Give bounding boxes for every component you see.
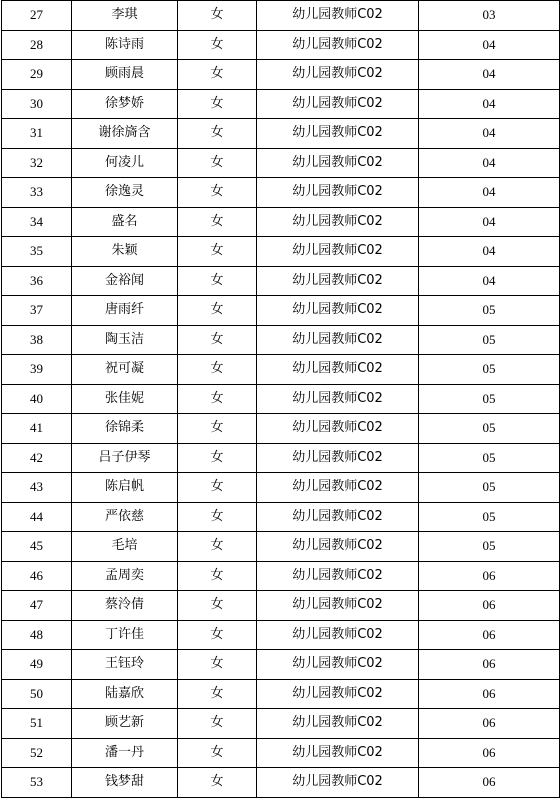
cell-name: 朱颖 xyxy=(72,237,178,267)
table-row xyxy=(2,178,560,208)
candidate-table-body xyxy=(2,1,560,798)
cell-group: 06 xyxy=(419,738,560,768)
cell-gender: 女 xyxy=(178,620,257,650)
table-row xyxy=(2,119,560,149)
cell-number: 40 xyxy=(2,384,72,414)
cell-gender: 女 xyxy=(178,738,257,768)
cell-name: 唐雨纤 xyxy=(72,296,178,326)
table-row xyxy=(2,473,560,503)
cell-gender: 女 xyxy=(178,768,257,798)
cell-position: 幼儿园教师C02 xyxy=(257,148,419,178)
cell-gender: 女 xyxy=(178,561,257,591)
cell-group: 06 xyxy=(419,650,560,680)
table-row xyxy=(2,738,560,768)
cell-gender: 女 xyxy=(178,30,257,60)
cell-group: 04 xyxy=(419,178,560,208)
cell-position: 幼儿园教师C02 xyxy=(257,443,419,473)
candidate-table xyxy=(1,0,560,798)
cell-group: 03 xyxy=(419,1,560,31)
cell-position: 幼儿园教师C02 xyxy=(257,473,419,503)
cell-group: 05 xyxy=(419,384,560,414)
cell-group: 05 xyxy=(419,443,560,473)
cell-number: 29 xyxy=(2,60,72,90)
table-row xyxy=(2,768,560,798)
cell-number: 47 xyxy=(2,591,72,621)
cell-number: 37 xyxy=(2,296,72,326)
cell-number: 46 xyxy=(2,561,72,591)
cell-number: 44 xyxy=(2,502,72,532)
cell-group: 04 xyxy=(419,266,560,296)
cell-name: 蔡泠倩 xyxy=(72,591,178,621)
cell-number: 49 xyxy=(2,650,72,680)
cell-position: 幼儿园教师C02 xyxy=(257,60,419,90)
cell-position: 幼儿园教师C02 xyxy=(257,709,419,739)
cell-number: 27 xyxy=(2,1,72,31)
cell-gender: 女 xyxy=(178,650,257,680)
cell-number: 39 xyxy=(2,355,72,385)
cell-group: 06 xyxy=(419,768,560,798)
table-row xyxy=(2,30,560,60)
table-row xyxy=(2,1,560,31)
cell-gender: 女 xyxy=(178,119,257,149)
cell-name: 何凌儿 xyxy=(72,148,178,178)
cell-number: 53 xyxy=(2,768,72,798)
cell-number: 51 xyxy=(2,709,72,739)
table-row xyxy=(2,561,560,591)
table-row xyxy=(2,620,560,650)
cell-gender: 女 xyxy=(178,178,257,208)
cell-position: 幼儿园教师C02 xyxy=(257,296,419,326)
cell-group: 05 xyxy=(419,473,560,503)
cell-position: 幼儿园教师C02 xyxy=(257,178,419,208)
cell-number: 50 xyxy=(2,679,72,709)
cell-group: 05 xyxy=(419,355,560,385)
cell-gender: 女 xyxy=(178,60,257,90)
cell-number: 32 xyxy=(2,148,72,178)
table-row xyxy=(2,89,560,119)
cell-name: 张佳妮 xyxy=(72,384,178,414)
cell-name: 吕子伊琴 xyxy=(72,443,178,473)
cell-gender: 女 xyxy=(178,709,257,739)
cell-name: 陈启帆 xyxy=(72,473,178,503)
cell-group: 04 xyxy=(419,148,560,178)
table-row xyxy=(2,207,560,237)
cell-gender: 女 xyxy=(178,532,257,562)
table-row xyxy=(2,502,560,532)
cell-position: 幼儿园教师C02 xyxy=(257,266,419,296)
cell-position: 幼儿园教师C02 xyxy=(257,207,419,237)
cell-number: 33 xyxy=(2,178,72,208)
table-row xyxy=(2,709,560,739)
cell-gender: 女 xyxy=(178,384,257,414)
cell-name: 陶玉洁 xyxy=(72,325,178,355)
cell-position: 幼儿园教师C02 xyxy=(257,620,419,650)
cell-name: 潘一丹 xyxy=(72,738,178,768)
cell-gender: 女 xyxy=(178,148,257,178)
cell-gender: 女 xyxy=(178,1,257,31)
cell-position: 幼儿园教师C02 xyxy=(257,650,419,680)
cell-group: 04 xyxy=(419,237,560,267)
cell-position: 幼儿园教师C02 xyxy=(257,119,419,149)
cell-name: 李琪 xyxy=(72,1,178,31)
cell-position: 幼儿园教师C02 xyxy=(257,679,419,709)
cell-position: 幼儿园教师C02 xyxy=(257,89,419,119)
table-row xyxy=(2,650,560,680)
cell-gender: 女 xyxy=(178,591,257,621)
cell-number: 43 xyxy=(2,473,72,503)
cell-name: 陈诗雨 xyxy=(72,30,178,60)
cell-name: 盛名 xyxy=(72,207,178,237)
cell-gender: 女 xyxy=(178,502,257,532)
cell-position: 幼儿园教师C02 xyxy=(257,738,419,768)
cell-group: 04 xyxy=(419,60,560,90)
cell-position: 幼儿园教师C02 xyxy=(257,1,419,31)
cell-number: 30 xyxy=(2,89,72,119)
cell-position: 幼儿园教师C02 xyxy=(257,502,419,532)
cell-group: 06 xyxy=(419,679,560,709)
cell-gender: 女 xyxy=(178,296,257,326)
cell-name: 祝可凝 xyxy=(72,355,178,385)
cell-group: 06 xyxy=(419,561,560,591)
cell-gender: 女 xyxy=(178,89,257,119)
cell-number: 42 xyxy=(2,443,72,473)
table-row xyxy=(2,296,560,326)
cell-name: 徐锦柔 xyxy=(72,414,178,444)
cell-position: 幼儿园教师C02 xyxy=(257,532,419,562)
table-row xyxy=(2,679,560,709)
cell-gender: 女 xyxy=(178,443,257,473)
cell-name: 徐梦娇 xyxy=(72,89,178,119)
table-row xyxy=(2,355,560,385)
cell-number: 35 xyxy=(2,237,72,267)
cell-name: 顾艺新 xyxy=(72,709,178,739)
table-row xyxy=(2,532,560,562)
table-row xyxy=(2,60,560,90)
cell-position: 幼儿园教师C02 xyxy=(257,355,419,385)
cell-position: 幼儿园教师C02 xyxy=(257,384,419,414)
cell-position: 幼儿园教师C02 xyxy=(257,561,419,591)
cell-number: 48 xyxy=(2,620,72,650)
cell-group: 06 xyxy=(419,620,560,650)
cell-gender: 女 xyxy=(178,237,257,267)
cell-number: 52 xyxy=(2,738,72,768)
table-row xyxy=(2,266,560,296)
cell-number: 28 xyxy=(2,30,72,60)
cell-gender: 女 xyxy=(178,325,257,355)
cell-name: 孟周奕 xyxy=(72,561,178,591)
cell-name: 王钰玲 xyxy=(72,650,178,680)
cell-number: 38 xyxy=(2,325,72,355)
table-row xyxy=(2,443,560,473)
cell-position: 幼儿园教师C02 xyxy=(257,237,419,267)
cell-name: 金裕闻 xyxy=(72,266,178,296)
table-row xyxy=(2,384,560,414)
cell-name: 顾雨晨 xyxy=(72,60,178,90)
cell-position: 幼儿园教师C02 xyxy=(257,591,419,621)
cell-number: 45 xyxy=(2,532,72,562)
table-row xyxy=(2,325,560,355)
cell-gender: 女 xyxy=(178,355,257,385)
cell-number: 31 xyxy=(2,119,72,149)
cell-name: 谢徐旖含 xyxy=(72,119,178,149)
cell-group: 04 xyxy=(419,30,560,60)
table-row xyxy=(2,237,560,267)
cell-group: 04 xyxy=(419,89,560,119)
cell-number: 34 xyxy=(2,207,72,237)
cell-group: 05 xyxy=(419,532,560,562)
cell-gender: 女 xyxy=(178,207,257,237)
cell-name: 钱梦甜 xyxy=(72,768,178,798)
cell-name: 毛培 xyxy=(72,532,178,562)
cell-group: 05 xyxy=(419,502,560,532)
table-row xyxy=(2,148,560,178)
cell-group: 04 xyxy=(419,119,560,149)
cell-position: 幼儿园教师C02 xyxy=(257,414,419,444)
cell-gender: 女 xyxy=(178,414,257,444)
cell-gender: 女 xyxy=(178,266,257,296)
cell-name: 丁许佳 xyxy=(72,620,178,650)
cell-gender: 女 xyxy=(178,679,257,709)
cell-gender: 女 xyxy=(178,473,257,503)
cell-position: 幼儿园教师C02 xyxy=(257,30,419,60)
cell-position: 幼儿园教师C02 xyxy=(257,768,419,798)
cell-group: 06 xyxy=(419,709,560,739)
cell-name: 徐逸灵 xyxy=(72,178,178,208)
cell-group: 05 xyxy=(419,414,560,444)
cell-name: 陆嘉欣 xyxy=(72,679,178,709)
cell-number: 41 xyxy=(2,414,72,444)
table-row xyxy=(2,414,560,444)
cell-number: 36 xyxy=(2,266,72,296)
cell-group: 06 xyxy=(419,591,560,621)
cell-group: 05 xyxy=(419,296,560,326)
cell-position: 幼儿园教师C02 xyxy=(257,325,419,355)
cell-group: 05 xyxy=(419,325,560,355)
table-row xyxy=(2,591,560,621)
cell-group: 04 xyxy=(419,207,560,237)
cell-name: 严依慈 xyxy=(72,502,178,532)
